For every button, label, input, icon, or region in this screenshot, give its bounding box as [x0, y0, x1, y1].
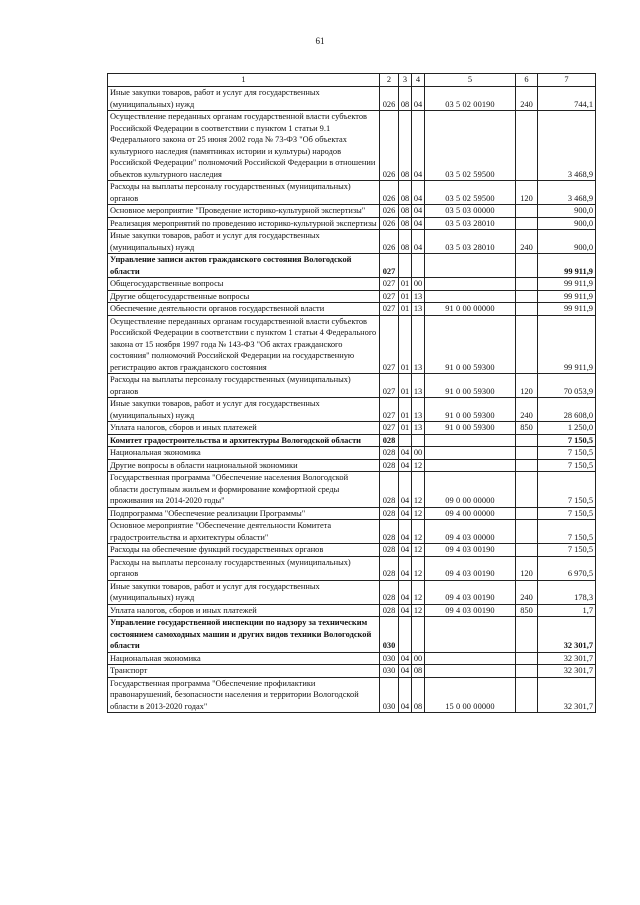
row-amount: 7 150,5 — [538, 544, 596, 557]
row-admin-code: 027 — [380, 278, 399, 291]
row-name: Национальная экономика — [108, 447, 380, 460]
row-expense-type — [516, 447, 538, 460]
row-subsection: 12 — [412, 507, 425, 520]
row-name: Комитет градостроительства и архитектуры Вологодской области — [108, 434, 380, 447]
header-admin-code: 2 — [380, 74, 399, 87]
row-admin-code: 026 — [380, 111, 399, 181]
row-target-article: 91 0 00 00000 — [425, 303, 516, 316]
row-amount: 99 911,9 — [538, 315, 596, 374]
row-expense-type: 850 — [516, 422, 538, 435]
row-subsection: 04 — [412, 111, 425, 181]
row-admin-code: 028 — [380, 520, 399, 544]
row-admin-code: 030 — [380, 652, 399, 665]
row-amount: 7 150,5 — [538, 459, 596, 472]
row-section: 04 — [399, 472, 412, 508]
row-section: 01 — [399, 290, 412, 303]
row-subsection: 13 — [412, 303, 425, 316]
page-number: 61 — [315, 36, 325, 46]
row-name: Расходы на выплаты персоналу государственных (муниципальных) органов — [108, 181, 380, 205]
row-target-article: 91 0 00 59300 — [425, 315, 516, 374]
row-target-article: 09 4 00 00000 — [425, 507, 516, 520]
row-section: 04 — [399, 604, 412, 617]
row-subsection: 13 — [412, 315, 425, 374]
row-expense-type — [516, 652, 538, 665]
row-section: 04 — [399, 544, 412, 557]
table-row — [108, 434, 596, 447]
table-row — [108, 580, 596, 604]
row-target-article: 03 5 03 00000 — [425, 205, 516, 218]
row-amount: 32 301,7 — [538, 617, 596, 653]
table-row — [108, 374, 596, 398]
row-target-article — [425, 447, 516, 460]
row-expense-type — [516, 459, 538, 472]
row-expense-type — [516, 254, 538, 278]
row-name: Другие общегосударственные вопросы — [108, 290, 380, 303]
row-admin-code: 030 — [380, 617, 399, 653]
row-amount: 7 150,5 — [538, 507, 596, 520]
row-section: 01 — [399, 278, 412, 291]
row-expense-type: 120 — [516, 556, 538, 580]
row-target-article: 09 4 03 00190 — [425, 556, 516, 580]
row-subsection — [412, 254, 425, 278]
table-body — [108, 87, 596, 713]
row-amount: 744,1 — [538, 87, 596, 111]
row-amount: 32 301,7 — [538, 652, 596, 665]
row-name: Расходы на выплаты персоналу государственных (муниципальных) органов — [108, 374, 380, 398]
row-admin-code: 028 — [380, 472, 399, 508]
row-expense-type — [516, 111, 538, 181]
row-expense-type: 240 — [516, 580, 538, 604]
table-row — [108, 230, 596, 254]
row-amount: 99 911,9 — [538, 278, 596, 291]
row-amount: 178,3 — [538, 580, 596, 604]
table-row — [108, 422, 596, 435]
row-target-article: 15 0 00 00000 — [425, 677, 516, 713]
row-admin-code: 028 — [380, 580, 399, 604]
row-section: 01 — [399, 398, 412, 422]
row-admin-code: 027 — [380, 315, 399, 374]
row-target-article — [425, 254, 516, 278]
row-section: 01 — [399, 374, 412, 398]
row-subsection: 08 — [412, 677, 425, 713]
row-target-article: 91 0 00 59300 — [425, 398, 516, 422]
row-expense-type — [516, 290, 538, 303]
row-amount: 99 911,9 — [538, 290, 596, 303]
row-name: Расходы на обеспечение функций государственных органов — [108, 544, 380, 557]
row-amount: 1,7 — [538, 604, 596, 617]
row-admin-code: 027 — [380, 303, 399, 316]
row-section: 04 — [399, 665, 412, 678]
row-subsection: 12 — [412, 556, 425, 580]
row-target-article: 03 5 02 59500 — [425, 181, 516, 205]
row-admin-code: 026 — [380, 181, 399, 205]
row-expense-type — [516, 507, 538, 520]
row-subsection: 08 — [412, 665, 425, 678]
row-section: 01 — [399, 303, 412, 316]
row-expense-type — [516, 520, 538, 544]
row-admin-code: 028 — [380, 507, 399, 520]
row-subsection: 04 — [412, 205, 425, 218]
row-admin-code: 028 — [380, 459, 399, 472]
row-section — [399, 254, 412, 278]
row-subsection: 00 — [412, 278, 425, 291]
table-row — [108, 205, 596, 218]
row-expense-type — [516, 434, 538, 447]
header-amount: 7 — [538, 74, 596, 87]
row-amount: 900,0 — [538, 230, 596, 254]
row-target-article: 91 0 00 59300 — [425, 374, 516, 398]
table-header-row — [108, 74, 596, 87]
row-subsection: 13 — [412, 374, 425, 398]
row-name: Государственная программа "Обеспечение профилактики правонарушений, безопасности населения и территории Вологодской области в 2013-2020 годах" — [108, 677, 380, 713]
row-amount: 99 911,9 — [538, 254, 596, 278]
row-admin-code: 028 — [380, 447, 399, 460]
row-name: Подпрограмма "Обеспечение реализации Программы" — [108, 507, 380, 520]
table-row — [108, 398, 596, 422]
row-target-article — [425, 652, 516, 665]
row-section: 04 — [399, 652, 412, 665]
row-amount: 3 468,9 — [538, 111, 596, 181]
row-admin-code: 028 — [380, 556, 399, 580]
row-subsection: 13 — [412, 398, 425, 422]
row-name: Управление записи актов гражданского состояния Вологодской области — [108, 254, 380, 278]
table-row — [108, 447, 596, 460]
table-row — [108, 544, 596, 557]
row-expense-type — [516, 677, 538, 713]
row-section: 08 — [399, 87, 412, 111]
row-subsection: 13 — [412, 422, 425, 435]
row-subsection: 00 — [412, 447, 425, 460]
row-subsection: 12 — [412, 544, 425, 557]
row-section: 08 — [399, 111, 412, 181]
row-expense-type — [516, 665, 538, 678]
row-amount: 7 150,5 — [538, 472, 596, 508]
row-section: 08 — [399, 205, 412, 218]
table-row — [108, 472, 596, 508]
table-row — [108, 290, 596, 303]
row-admin-code: 026 — [380, 87, 399, 111]
row-admin-code: 027 — [380, 422, 399, 435]
table-row — [108, 459, 596, 472]
row-expense-type: 240 — [516, 398, 538, 422]
row-section: 08 — [399, 181, 412, 205]
row-amount: 32 301,7 — [538, 677, 596, 713]
row-admin-code: 027 — [380, 398, 399, 422]
row-section: 04 — [399, 447, 412, 460]
row-amount: 7 150,5 — [538, 447, 596, 460]
header-expense-type: 6 — [516, 74, 538, 87]
row-expense-type: 240 — [516, 87, 538, 111]
row-target-article: 09 4 03 00000 — [425, 520, 516, 544]
row-expense-type: 120 — [516, 181, 538, 205]
row-admin-code: 028 — [380, 434, 399, 447]
row-admin-code: 026 — [380, 230, 399, 254]
row-name: Осуществление переданных органам государственной власти субъектов Российской Федерации в соответствии с пунктом 1 статьи 9.1 Федерального закона от 25 июня 2002 года № 73-ФЗ "Об объектах культурного наследия (памятниках истории и культуры) народов Российской Федерации" полномочий Российской Федерации в отношении объектов культурного наследия — [108, 111, 380, 181]
row-amount: 99 911,9 — [538, 303, 596, 316]
row-amount: 1 250,0 — [538, 422, 596, 435]
row-expense-type — [516, 315, 538, 374]
table-row — [108, 217, 596, 230]
row-target-article: 09 0 00 00000 — [425, 472, 516, 508]
row-target-article — [425, 665, 516, 678]
table-row — [108, 278, 596, 291]
row-expense-type — [516, 205, 538, 218]
table-row — [108, 665, 596, 678]
row-subsection: 12 — [412, 459, 425, 472]
row-subsection: 04 — [412, 217, 425, 230]
table-row — [108, 254, 596, 278]
row-subsection: 13 — [412, 290, 425, 303]
table-row — [108, 181, 596, 205]
row-name: Основное мероприятие "Обеспечение деятельности Комитета градостроительства и архитектуры области" — [108, 520, 380, 544]
row-name: Иные закупки товаров, работ и услуг для государственных (муниципальных) нужд — [108, 230, 380, 254]
row-admin-code: 030 — [380, 677, 399, 713]
row-expense-type: 120 — [516, 374, 538, 398]
row-admin-code: 027 — [380, 254, 399, 278]
row-target-article — [425, 278, 516, 291]
header-section: 3 — [399, 74, 412, 87]
row-target-article: 03 5 03 28010 — [425, 217, 516, 230]
row-name: Транспорт — [108, 665, 380, 678]
row-section: 04 — [399, 677, 412, 713]
row-subsection: 12 — [412, 520, 425, 544]
row-expense-type — [516, 617, 538, 653]
row-admin-code: 026 — [380, 217, 399, 230]
row-target-article: 09 4 03 00190 — [425, 580, 516, 604]
row-target-article: 03 5 02 59500 — [425, 111, 516, 181]
row-target-article: 03 5 02 00190 — [425, 87, 516, 111]
row-target-article — [425, 434, 516, 447]
row-name: Общегосударственные вопросы — [108, 278, 380, 291]
row-subsection: 12 — [412, 580, 425, 604]
row-expense-type: 850 — [516, 604, 538, 617]
row-admin-code: 027 — [380, 374, 399, 398]
row-amount: 70 053,9 — [538, 374, 596, 398]
row-expense-type — [516, 217, 538, 230]
row-name: Обеспечение деятельности органов государственной власти — [108, 303, 380, 316]
row-target-article — [425, 617, 516, 653]
row-amount: 3 468,9 — [538, 181, 596, 205]
row-admin-code: 030 — [380, 665, 399, 678]
row-subsection: 04 — [412, 87, 425, 111]
table-row — [108, 652, 596, 665]
row-section: 04 — [399, 580, 412, 604]
row-name: Уплата налогов, сборов и иных платежей — [108, 422, 380, 435]
row-section: 08 — [399, 217, 412, 230]
row-target-article — [425, 459, 516, 472]
row-name: Расходы на выплаты персоналу государственных (муниципальных) органов — [108, 556, 380, 580]
row-name: Иные закупки товаров, работ и услуг для государственных (муниципальных) нужд — [108, 398, 380, 422]
table-row — [108, 604, 596, 617]
row-section — [399, 434, 412, 447]
row-section: 01 — [399, 315, 412, 374]
row-subsection: 04 — [412, 230, 425, 254]
row-amount: 6 970,5 — [538, 556, 596, 580]
table-row — [108, 507, 596, 520]
row-section: 04 — [399, 459, 412, 472]
row-admin-code: 026 — [380, 205, 399, 218]
row-subsection: 04 — [412, 181, 425, 205]
row-name: Реализация мероприятий по проведению историко-культурной экспертизы — [108, 217, 380, 230]
row-expense-type — [516, 303, 538, 316]
row-name: Основное мероприятие "Проведение историко-культурной экспертизы" — [108, 205, 380, 218]
header-name: 1 — [108, 74, 380, 87]
table-row — [108, 520, 596, 544]
row-target-article: 03 5 03 28010 — [425, 230, 516, 254]
row-name: Управление государственной инспекции по надзору за техническим состоянием самоходных машин и других видов техники Вологодской области — [108, 617, 380, 653]
header-target-article: 5 — [425, 74, 516, 87]
row-section: 04 — [399, 556, 412, 580]
row-expense-type — [516, 472, 538, 508]
row-section: 04 — [399, 507, 412, 520]
row-subsection: 12 — [412, 472, 425, 508]
table-row — [108, 87, 596, 111]
row-amount: 7 150,5 — [538, 520, 596, 544]
row-name: Другие вопросы в области национальной экономики — [108, 459, 380, 472]
row-expense-type: 240 — [516, 230, 538, 254]
row-amount: 900,0 — [538, 205, 596, 218]
row-amount: 32 301,7 — [538, 665, 596, 678]
row-target-article — [425, 290, 516, 303]
table-row — [108, 677, 596, 713]
table-row — [108, 111, 596, 181]
table-row — [108, 617, 596, 653]
row-name: Иные закупки товаров, работ и услуг для государственных (муниципальных) нужд — [108, 87, 380, 111]
row-section: 08 — [399, 230, 412, 254]
row-subsection — [412, 617, 425, 653]
header-subsection: 4 — [412, 74, 425, 87]
row-name: Уплата налогов, сборов и иных платежей — [108, 604, 380, 617]
budget-table — [107, 73, 596, 713]
row-target-article: 09 4 03 00190 — [425, 604, 516, 617]
row-expense-type — [516, 278, 538, 291]
row-amount: 28 608,0 — [538, 398, 596, 422]
row-name: Иные закупки товаров, работ и услуг для государственных (муниципальных) нужд — [108, 580, 380, 604]
row-expense-type — [516, 544, 538, 557]
row-amount: 900,0 — [538, 217, 596, 230]
row-section: 01 — [399, 422, 412, 435]
row-name: Национальная экономика — [108, 652, 380, 665]
row-section: 04 — [399, 520, 412, 544]
table-row — [108, 556, 596, 580]
row-subsection: 00 — [412, 652, 425, 665]
row-subsection: 12 — [412, 604, 425, 617]
row-section — [399, 617, 412, 653]
row-name: Осуществление переданных органам государственной власти субъектов Российской Федерации в соответствии с пунктом 1 статьи 4 Федерального закона от 15 ноября 1997 года № 143-ФЗ "Об актах гражданского состояния" полномочий Российской Федерации на государственную регистрацию актов гражданского состояния — [108, 315, 380, 374]
row-name: Государственная программа "Обеспечение населения Вологодской области доступным жильем и формирование комфортной среды проживания на 2014-2020 годы" — [108, 472, 380, 508]
row-target-article: 09 4 03 00190 — [425, 544, 516, 557]
row-admin-code: 028 — [380, 604, 399, 617]
row-target-article: 91 0 00 59300 — [425, 422, 516, 435]
row-subsection — [412, 434, 425, 447]
row-admin-code: 028 — [380, 544, 399, 557]
table-row — [108, 315, 596, 374]
row-admin-code: 027 — [380, 290, 399, 303]
table-row — [108, 303, 596, 316]
row-amount: 7 150,5 — [538, 434, 596, 447]
